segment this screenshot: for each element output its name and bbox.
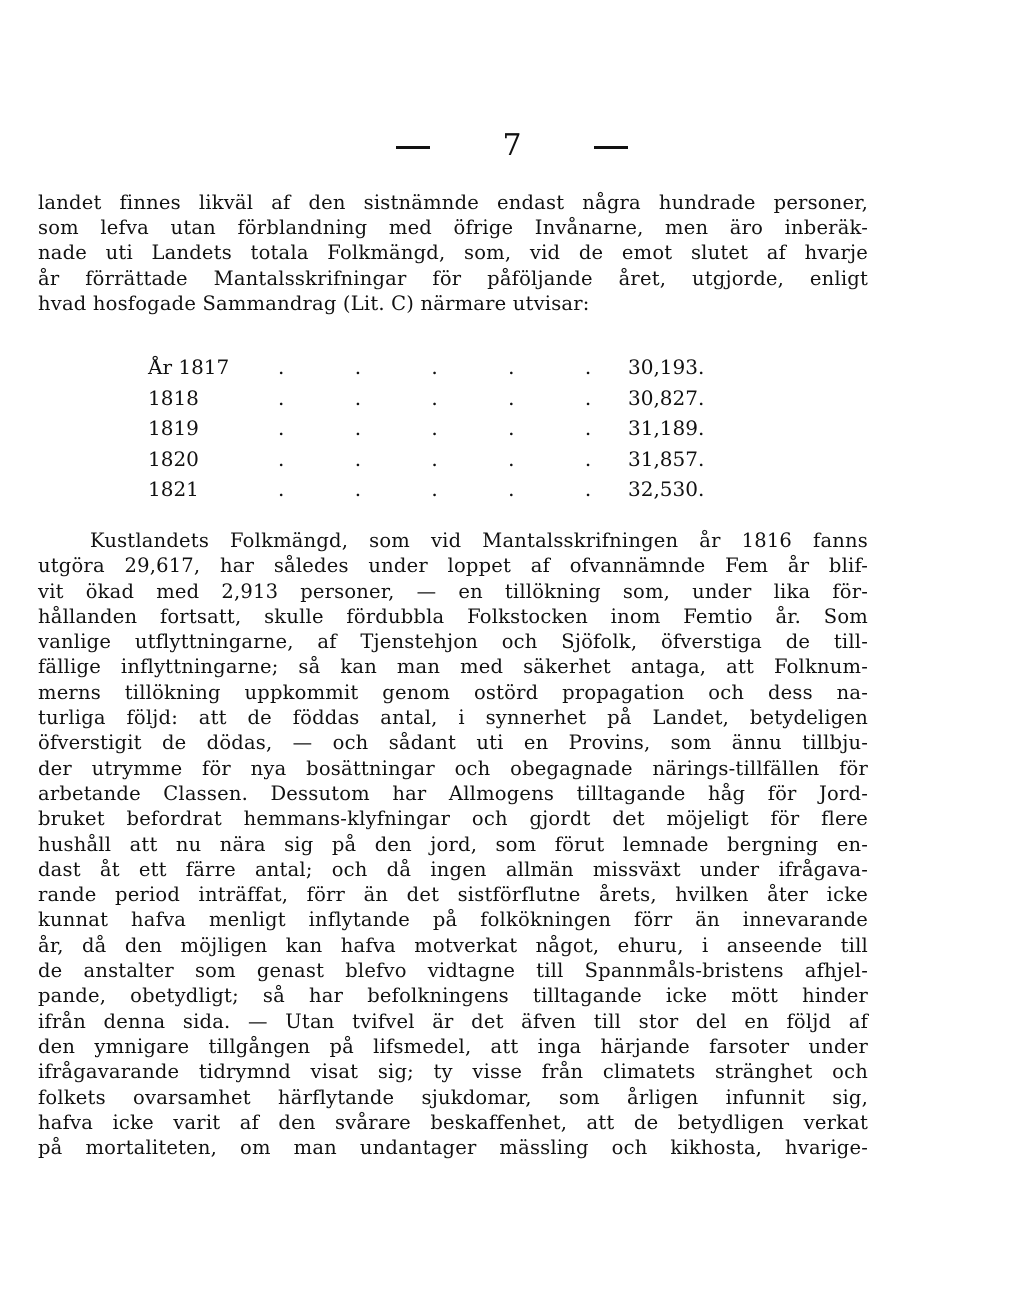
text-line: hållanden fortsatt, skulle fördubbla Folkstocken inom Femtio år. Som bbox=[38, 604, 868, 628]
population-value: 31,857. bbox=[628, 446, 705, 471]
leader-dots: . . . . . bbox=[278, 355, 624, 379]
text-line: de anstalter som genast blefvo vidtagne till Spannmåls-bristens afhjel- bbox=[38, 959, 868, 983]
text-line: kunnat hafva menligt inflytande på folkökningen förr än innevarande bbox=[38, 908, 868, 932]
text-line: år förrättade Mantalsskrifningar för påföljande året, utgjorde, enligt bbox=[38, 266, 868, 290]
table-row bbox=[148, 413, 788, 444]
text-line: vit ökad med 2,913 personer, — en tillökning som, under lika för- bbox=[38, 579, 868, 603]
text-line: bruket befordrat hemmans-klyfningar och gjordt det möjeligt för flere bbox=[38, 807, 868, 831]
table-row bbox=[148, 352, 788, 383]
table-row bbox=[148, 383, 788, 414]
year-cell: 1818 bbox=[148, 385, 199, 410]
population-value: 32,530. bbox=[628, 477, 705, 501]
leader-dots: . . . . . bbox=[278, 446, 624, 471]
population-value: 30,827. bbox=[628, 385, 705, 410]
paragraph-coastal-population bbox=[38, 528, 868, 1160]
population-value: 31,189. bbox=[628, 416, 705, 440]
paragraph-intro bbox=[38, 190, 868, 316]
year-cell: 1819 bbox=[148, 416, 199, 440]
population-value: 30,193. bbox=[628, 355, 705, 379]
text-line: ifrån denna sida. — Utan tvifvel är det äfven till stor del en följd af bbox=[38, 1009, 868, 1033]
header-right-dash bbox=[594, 146, 628, 149]
year-cell: År 1817 bbox=[148, 355, 230, 379]
text-line: Kustlandets Folkmängd, som vid Mantalsskrifningen år 1816 fanns bbox=[90, 529, 868, 552]
population-table bbox=[148, 352, 788, 505]
text-line: vanlige utflyttningarne, af Tjenstehjon och Sjöfolk, öfverstiga de till- bbox=[38, 630, 868, 654]
text-line: merns tillökning uppkommit genom ostörd propagation och dess na- bbox=[38, 680, 868, 704]
text-line: hafva icke varit af den svårare beskaffenhet, att de betydligen verkat bbox=[38, 1110, 868, 1134]
text-line: landet finnes likväl af den sistnämnde endast några hundrade personer, bbox=[38, 191, 868, 214]
text-line: der utrymme för nya bosättningar och obegagnade närings-tillfällen för bbox=[38, 756, 868, 780]
text-line: ifrågavarande tidrymnd visat sig; ty visse från climatets stränghet och bbox=[38, 1060, 868, 1084]
year-cell: 1821 bbox=[148, 477, 199, 501]
page-number: 7 bbox=[502, 128, 522, 163]
text-line: fällige inflyttningarne; så kan man med säkerhet antaga, att Folknum- bbox=[38, 655, 868, 679]
leader-dots: . . . . . bbox=[278, 416, 624, 440]
header-left-dash bbox=[396, 146, 430, 149]
text-line: hvad hosfogade Sammandrag (Lit. C) närmare utvisar: bbox=[38, 291, 590, 315]
table-row bbox=[148, 444, 788, 475]
text-line: dast åt ett färre antal; och då ingen allmän missväxt under ifrågava- bbox=[38, 857, 868, 881]
text-line: arbetande Classen. Dessutom har Allmogens tilltagande håg för Jord- bbox=[38, 781, 868, 805]
table-row bbox=[148, 474, 788, 505]
text-line: pande, obetydligt; så har befolkningens tilltagande icke mött hinder bbox=[38, 984, 868, 1008]
page-header bbox=[0, 128, 1024, 164]
text-line: öfverstigit de dödas, — och sådant uti en Provins, som ännu tillbju- bbox=[38, 731, 868, 755]
text-line: på mortaliteten, om man undantager mässling och kikhosta, hvarige- bbox=[38, 1136, 868, 1160]
text-line: utgöra 29,617, har således under loppet af ofvannämnde Fem år blif- bbox=[38, 554, 868, 578]
leader-dots: . . . . . bbox=[278, 385, 624, 410]
text-line: turliga följd: att de föddas antal, i synnerhet på Landet, betydeligen bbox=[38, 706, 868, 730]
text-line: som lefva utan förblandning med öfrige Invånarne, men äro inberäk- bbox=[38, 216, 868, 240]
year-cell: 1820 bbox=[148, 446, 199, 471]
text-line: hushåll att nu nära sig på den jord, som förut lemnade bergning en- bbox=[38, 832, 868, 856]
text-line: nade uti Landets totala Folkmängd, som, vid de emot slutet af hvarje bbox=[38, 241, 868, 265]
leader-dots: . . . . . bbox=[278, 477, 624, 501]
text-line: år, då den möjligen kan hafva motverkat något, ehuru, i anseende till bbox=[38, 933, 868, 957]
text-line: rande period inträffat, förr än det sistförflutne årets, hvilken åter icke bbox=[38, 883, 868, 907]
text-line: folkets ovarsamhet härflytande sjukdomar, som årligen infunnit sig, bbox=[38, 1085, 868, 1109]
text-line: den ymnigare tillgången på lifsmedel, att inga härjande farsoter under bbox=[38, 1034, 868, 1058]
